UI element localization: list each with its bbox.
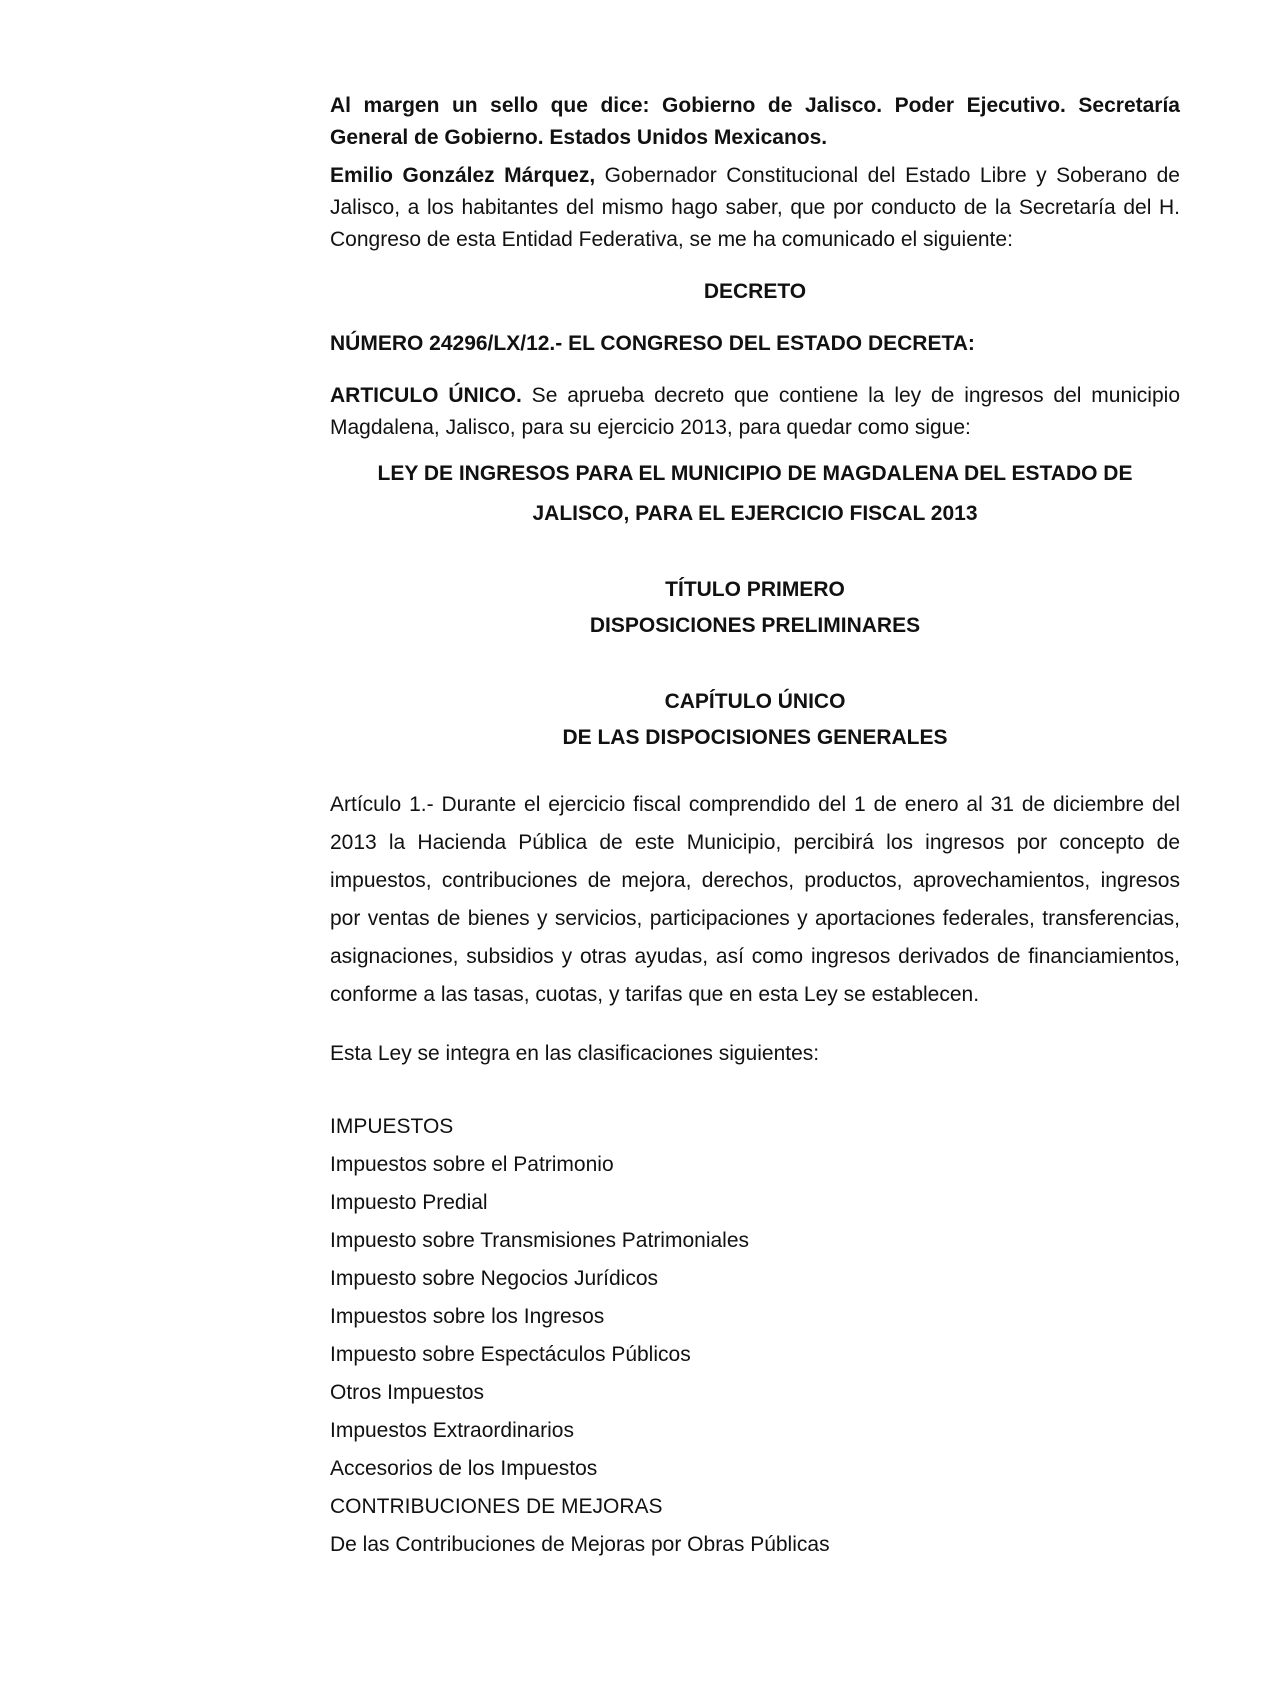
law-title-line-2: JALISCO, PARA EL EJERCICIO FISCAL 2013 <box>532 502 978 525</box>
article-unique-paragraph <box>330 380 1180 444</box>
list-item: Impuestos sobre los Ingresos <box>330 1305 605 1328</box>
margin-note: Al margen un sello que dice: Gobierno de Jalisco. Poder Ejecutivo. Secretaría General de Gobierno. Estados Unidos Mexicanos. <box>330 94 1180 149</box>
list-item: CONTRIBUCIONES DE MEJORAS <box>330 1495 663 1518</box>
decree-number: NÚMERO 24296/LX/12.- EL CONGRESO DEL ESTADO DECRETA: <box>330 332 975 355</box>
list-item: Impuesto Predial <box>330 1191 488 1214</box>
governor-name: Emilio González Márquez, <box>330 164 596 187</box>
list-item: Impuesto sobre Espectáculos Públicos <box>330 1343 691 1366</box>
governor-paragraph <box>330 160 1180 256</box>
title-first-sub: DISPOSICIONES PRELIMINARES <box>589 614 921 637</box>
list-item: Impuesto sobre Transmisiones Patrimoniales <box>330 1229 750 1252</box>
list-item: Accesorios de los Impuestos <box>330 1457 598 1480</box>
list-item: Otros Impuestos <box>330 1381 485 1404</box>
chapter-heading: CAPÍTULO ÚNICO <box>664 690 846 713</box>
article-1: Artículo 1.- Durante el ejercicio fiscal comprendido del 1 de enero al 31 de diciembre del 2013 la Hacienda Pública de este Municipio, percibirá los ingresos por concepto de impuestos, contribuciones de mejora, derechos, productos, aprovechamientos, ingresos por ventas de bienes y servicios, participaciones y aportaciones federales, transferencias, asignaciones, subsidios y otras ayudas, así como ingresos derivados de financiamientos, conforme a las tasas, cuotas, y tarifas que en esta Ley se establecen. <box>330 793 1180 1006</box>
governor-text: Gobernador Constitucional del Estado Libre y Soberano de Jalisco, a los habitantes del mismo hago saber, que por conducto de la Secretaría del H. Congreso de esta Entidad Federativa, se me ha comunicado el siguiente: <box>330 164 1180 251</box>
decree-heading: DECRETO <box>703 280 807 303</box>
classification-intro: Esta Ley se integra en las clasificaciones siguientes: <box>330 1042 820 1065</box>
list-item: De las Contribuciones de Mejoras por Obras Públicas <box>330 1533 830 1556</box>
title-first: TÍTULO PRIMERO <box>665 578 845 601</box>
article-unique-text: Se aprueba decreto que contiene la ley de ingresos del municipio Magdalena, Jalisco, para su ejercicio 2013, para quedar como sigue: <box>330 384 1180 439</box>
list-item: IMPUESTOS <box>330 1115 454 1138</box>
list-item: Impuesto sobre Negocios Jurídicos <box>330 1267 658 1290</box>
article-unique-label: ARTICULO ÚNICO. <box>330 384 522 407</box>
classification-list <box>330 1108 1180 1564</box>
list-item: Impuestos sobre el Patrimonio <box>330 1153 614 1176</box>
list-item: Impuestos Extraordinarios <box>330 1419 574 1442</box>
chapter-subheading: DE LAS DISPOCISIONES GENERALES <box>562 726 948 749</box>
law-title-line-1: LEY DE INGRESOS PARA EL MUNICIPIO DE MAGDALENA DEL ESTADO DE <box>377 462 1133 485</box>
